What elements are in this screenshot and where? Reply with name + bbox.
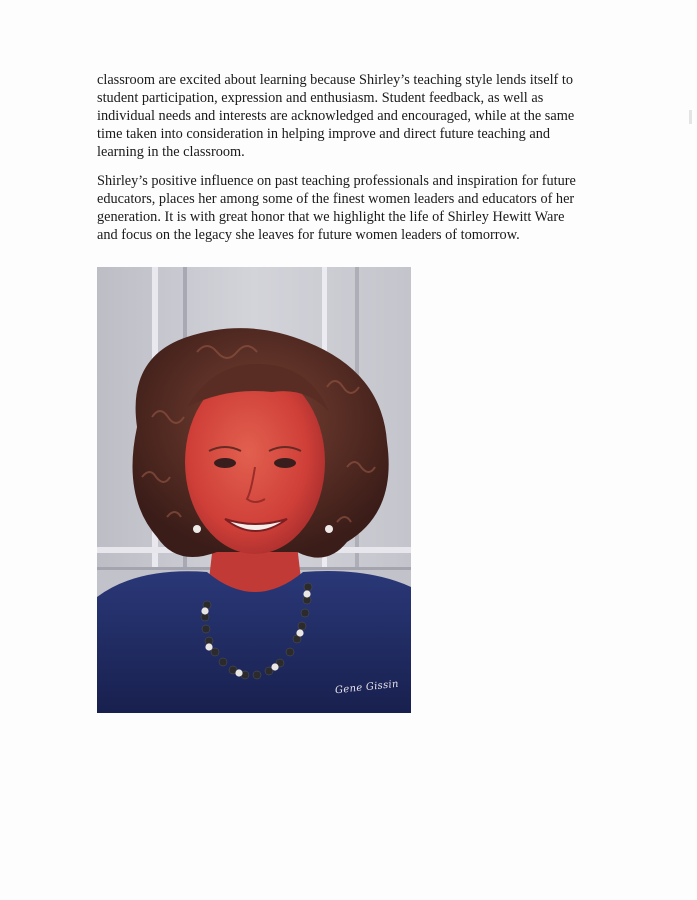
portrait-photo [97, 267, 411, 713]
text-line: Shirley’s positive influence on past teaching professionals and inspiration for future [97, 173, 576, 189]
text-line: individual needs and interests are acknowledged and encouraged, while at the same [97, 108, 575, 124]
scan-edge-mark [689, 110, 692, 124]
text-line: and focus on the legacy she leaves for future women leaders of tomorrow. [97, 227, 520, 243]
portrait-illustration [97, 267, 411, 713]
photographer-signature: Gene Gissin [334, 678, 400, 697]
text-line: learning in the classroom. [97, 144, 245, 160]
paragraph-classroom [97, 71, 597, 161]
text-line: time taken into consideration in helping improve and direct future teaching and [97, 126, 550, 142]
text-line: generation. It is with great honor that we highlight the life of Shirley Hewitt Ware [97, 209, 565, 225]
text-line: educators, places her among some of the finest women leaders and educators of her [97, 191, 575, 207]
text-line: student participation, expression and enthusiasm. Student feedback, as well as [97, 90, 544, 106]
paragraph-influence [97, 172, 597, 244]
text-line: classroom are excited about learning because Shirley’s teaching style lends itself to [97, 72, 574, 88]
